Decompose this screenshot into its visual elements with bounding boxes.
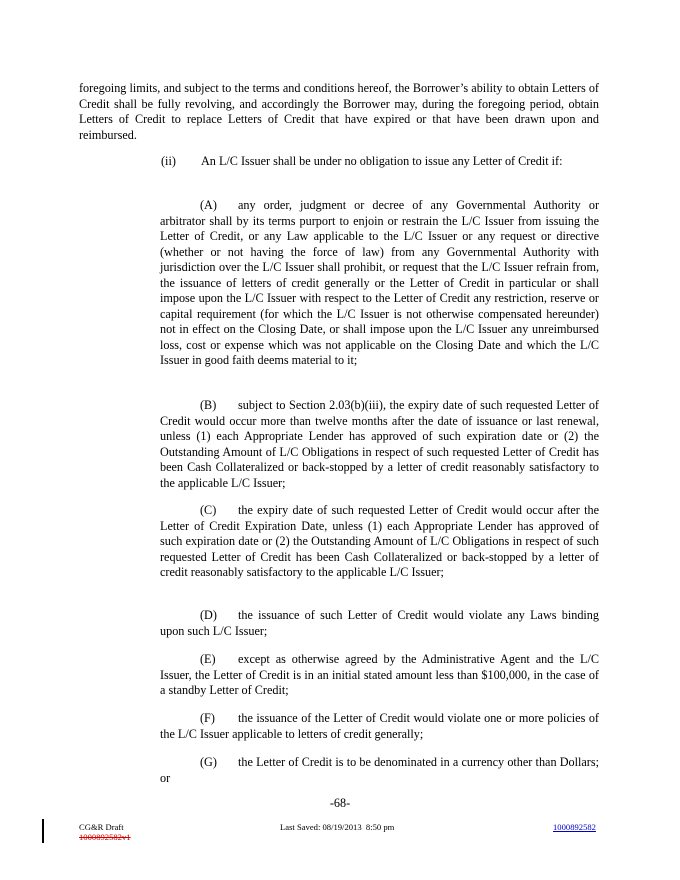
footer-struck-doc-id: 1000892582v1 xyxy=(79,832,131,842)
clause-ii-label: (ii) xyxy=(161,154,176,168)
subclause-f xyxy=(160,711,599,742)
subclause-g xyxy=(160,755,599,786)
subclause-text: the expiry date of such requested Letter of Credit would occur after the Letter of Credit Expiration Date, unless (1) each Appropriate Lender has approved of such expiration date or (2) the Outstanding Amount of L/C Obligations in respect of such requested Letter of Credit has been Cash Collateralized or back-stopped by a letter of credit reasonably satisfactory to the applicable L/C Issuer; xyxy=(160,503,599,579)
subclause-label: (G) xyxy=(200,755,217,769)
footer-last-saved: Last Saved: 08/19/2013 8:50 pm xyxy=(280,822,395,832)
intro-paragraph: foregoing limits, and subject to the terms and conditions hereof, the Borrower’s ability to obtain Letters of Credit shall be fully revolving, and accordingly the Borrower may, during the foregoing period, obtain Letters of Credit to replace Letters of Credit that have expired or that have been drawn upon and reimbursed. xyxy=(79,81,599,142)
subclause-label: (F) xyxy=(200,711,215,725)
subclause-c xyxy=(160,503,599,581)
subclause-d xyxy=(160,608,599,639)
subclause-label: (C) xyxy=(200,503,217,517)
subclause-a xyxy=(160,198,599,369)
revision-bar xyxy=(42,819,44,843)
subclause-text: except as otherwise agreed by the Administrative Agent and the L/C Issuer, the Letter of Credit is in an initial stated amount less than $100,000, in the case of a standby Letter of Credit; xyxy=(160,652,599,697)
subclause-e xyxy=(160,652,599,699)
subclause-text: the issuance of such Letter of Credit would violate any Laws binding upon such L/C Issuer; xyxy=(160,608,599,638)
footer-draft-text: CG&R Draft xyxy=(79,822,124,832)
subclause-label: (A) xyxy=(200,198,217,212)
subclause-text: the Letter of Credit is to be denominated in a currency other than Dollars; or xyxy=(160,755,599,785)
page-number: -68- xyxy=(329,796,351,810)
subclause-text: the issuance of the Letter of Credit would violate one or more policies of the L/C Issuer applicable to letters of credit generally; xyxy=(160,711,599,741)
clause-ii-text: An L/C Issuer shall be under no obligation to issue any Letter of Credit if: xyxy=(201,154,563,168)
clause-ii xyxy=(119,154,599,170)
subclause-label: (E) xyxy=(200,652,216,666)
subclause-text: any order, judgment or decree of any Governmental Authority or arbitrator shall by its terms purport to enjoin or restrain the L/C Issuer from issuing the Letter of Credit, or any Law applicable to the L/C Issuer or any request or directive (whether or not having the force of law) from any Governmental Authority with jurisdiction over the L/C Issuer shall prohibit, or request that the L/C Issuer refrain from, the issuance of letters of credit generally or the Letter of Credit in particular or shall impose upon the L/C Issuer with respect to the Letter of Credit any restriction, reserve or capital requirement (for which the L/C Issuer is not otherwise compensated hereunder) not in effect on the Closing Date, or shall impose upon the L/C Issuer any unreimbursed loss, cost or expense which was not applicable on the Closing Date and which the L/C Issuer in good faith deems material to it; xyxy=(160,198,599,367)
footer-doc-number-link[interactable]: 1000892582 xyxy=(553,822,596,832)
subclause-label: (D) xyxy=(200,608,217,622)
subclause-label: (B) xyxy=(200,398,217,412)
subclause-text: subject to Section 2.03(b)(iii), the expiry date of such requested Letter of Credit would occur more than twelve months after the date of issuance or last renewal, unless (1) each Appropriate Lender has approved of such expiration date or (2) the Outstanding Amount of L/C Obligations in respect of such requested Letter of Credit has been Cash Collateralized or back-stopped by a letter of credit reasonably satisfactory to the applicable L/C Issuer; xyxy=(160,398,599,490)
footer-draft-label xyxy=(79,822,131,842)
subclause-b xyxy=(160,398,599,491)
